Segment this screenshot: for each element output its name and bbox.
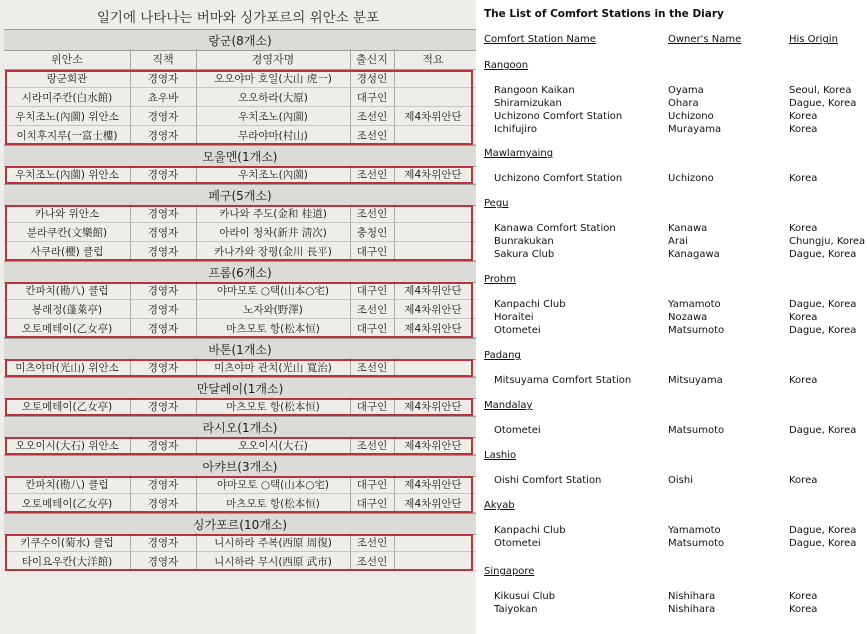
column-divider	[350, 494, 351, 512]
korean-table	[4, 29, 476, 634]
entry-station: Kanpachi Club	[494, 299, 566, 310]
column-divider	[394, 475, 395, 493]
entry-station: Shiramizukan	[494, 98, 562, 109]
section-heading: 아캬브(3개소)	[4, 455, 476, 477]
entry-station: Kanpachi Club	[494, 525, 566, 536]
column-divider	[350, 358, 351, 376]
origin-cell: 대구인	[356, 245, 388, 258]
entry-station: Uchizono Comfort Station	[494, 173, 623, 184]
origin-cell: 대구인	[356, 322, 388, 335]
role-cell: 경영자	[147, 110, 179, 123]
table-row	[4, 223, 476, 242]
column-divider	[394, 552, 395, 570]
station-cell: 랑군회관	[46, 72, 88, 85]
english-list-panel	[476, 0, 867, 634]
header-station-name: Comfort Station Name	[484, 34, 596, 45]
note-cell: 제4차위안단	[404, 478, 462, 491]
entry-owner: Uchizono	[668, 173, 714, 184]
manager-cell: 오오야마 호일(大山 虎一)	[214, 72, 332, 85]
entry-station: Mitsuyama Comfort Station	[494, 375, 632, 386]
station-cell: 이치후지루(一富士樓)	[16, 129, 118, 142]
entry-station: Ichifujiro	[494, 124, 537, 135]
manager-cell: 마츠모토 항(松本恒)	[226, 322, 320, 335]
column-divider	[196, 533, 197, 551]
role-cell: 직책	[152, 53, 174, 66]
entry-station: Horaitei	[494, 312, 534, 323]
section-heading: 랑군(8개소)	[4, 29, 476, 51]
entry-origin: Korea	[789, 124, 818, 135]
list-item	[476, 475, 867, 488]
role-cell: 경영자	[147, 478, 179, 491]
note-cell	[394, 223, 472, 241]
column-divider	[130, 494, 131, 512]
column-divider	[196, 319, 197, 337]
role-cell: 경영자	[147, 322, 179, 335]
column-divider	[196, 436, 197, 454]
column-divider	[130, 49, 131, 69]
list-item	[476, 299, 867, 312]
column-divider	[196, 475, 197, 493]
note-cell	[394, 242, 472, 260]
column-divider	[350, 107, 351, 125]
entry-origin: Korea	[789, 375, 818, 386]
list-item	[476, 525, 867, 538]
entry-owner: Murayama	[668, 124, 722, 135]
origin-cell: 경성인	[356, 72, 388, 85]
origin-cell: 출신지	[356, 53, 388, 66]
entry-station: Otometei	[494, 538, 541, 549]
list-item	[476, 312, 867, 325]
role-cell: 경영자	[147, 439, 179, 452]
note-cell	[394, 126, 472, 144]
station-cell: 미츠야마(光山) 위안소	[15, 361, 119, 374]
table-row	[4, 69, 476, 88]
header-owner-name: Owner's Name	[668, 34, 742, 45]
note-cell	[394, 533, 472, 551]
english-list-title: The List of Comfort Stations in the Diary	[484, 8, 724, 20]
table-row	[4, 552, 476, 571]
note-cell: 제4차위안단	[404, 303, 462, 316]
column-divider	[350, 49, 351, 69]
station-cell: 오토메테이(乙女亭)	[21, 497, 113, 510]
section-heading: 만달레이(1개소)	[4, 377, 476, 399]
list-item	[476, 249, 867, 262]
section-heading: 바톤(1개소)	[4, 338, 476, 360]
note-cell	[394, 69, 472, 87]
manager-cell: 니시하라 주복(西原 周復)	[214, 536, 332, 549]
table-row	[4, 126, 476, 145]
column-divider	[350, 300, 351, 318]
column-divider	[350, 204, 351, 222]
column-divider	[196, 107, 197, 125]
entry-origin: Seoul, Korea	[789, 85, 852, 96]
manager-cell: 오오하라(大原)	[238, 91, 308, 104]
note-cell: 제4차위안단	[404, 400, 462, 413]
column-divider	[196, 88, 197, 106]
column-divider	[394, 358, 395, 376]
station-cell: 우치조노(內薗) 위안소	[15, 168, 119, 181]
station-cell: 봉래정(蓬萊亭)	[31, 303, 103, 316]
section-heading: 모울멘(1개소)	[4, 145, 476, 167]
role-cell: 경영자	[147, 207, 179, 220]
column-divider	[196, 242, 197, 260]
role-cell: 경영자	[147, 168, 179, 181]
column-divider	[130, 475, 131, 493]
location-heading: Padang	[484, 350, 521, 361]
station-cell: 위안소	[51, 53, 83, 66]
entry-origin: Dague, Korea	[789, 425, 857, 436]
manager-cell: 우치조노(內薗)	[238, 110, 308, 123]
role-cell: 쵸우바	[147, 91, 179, 104]
manager-cell: 니시하라 무시(西原 武市)	[214, 555, 332, 568]
table-row	[4, 204, 476, 223]
column-divider	[196, 69, 197, 87]
column-divider	[130, 552, 131, 570]
role-cell: 경영자	[147, 72, 179, 85]
origin-cell: 조선인	[356, 110, 388, 123]
role-cell: 경영자	[147, 400, 179, 413]
station-cell: 사쿠라(櫻) 클럽	[30, 245, 104, 258]
role-cell: 경영자	[147, 497, 179, 510]
table-row	[4, 300, 476, 319]
entry-station: Bunrakukan	[494, 236, 554, 247]
role-cell: 경영자	[147, 284, 179, 297]
location-heading: Mawlamyaing	[484, 148, 554, 159]
column-divider	[196, 494, 197, 512]
column-divider	[130, 300, 131, 318]
note-cell	[394, 88, 472, 106]
manager-cell: 경영자명	[251, 53, 295, 66]
origin-cell: 조선인	[356, 207, 388, 220]
entry-origin: Dague, Korea	[789, 538, 857, 549]
column-divider	[350, 223, 351, 241]
list-item	[476, 98, 867, 111]
note-cell: 제4차위안단	[404, 110, 462, 123]
note-cell: 제4차위안단	[404, 439, 462, 452]
section-heading: 싱가포르(10개소)	[4, 513, 476, 535]
list-item	[476, 173, 867, 186]
column-divider	[196, 552, 197, 570]
table-row	[4, 397, 476, 416]
section-heading: 페구(5개소)	[4, 184, 476, 206]
list-item	[476, 538, 867, 551]
manager-cell: 무라야마(村山)	[238, 129, 308, 142]
station-cell: 오오이시(大石) 위안소	[15, 439, 119, 452]
entry-station: Kanawa Comfort Station	[494, 223, 616, 234]
list-item	[476, 604, 867, 617]
column-divider	[394, 204, 395, 222]
location-heading: Rangoon	[484, 60, 529, 71]
column-divider	[394, 300, 395, 318]
entry-owner: Oyama	[668, 85, 704, 96]
origin-cell: 조선인	[356, 129, 388, 142]
entry-station: Kikusui Club	[494, 591, 556, 602]
manager-cell: 미츠야마 관치(光山 寬治)	[214, 361, 332, 374]
column-divider	[130, 204, 131, 222]
list-item	[476, 236, 867, 249]
column-divider	[196, 165, 197, 183]
origin-cell: 조선인	[356, 303, 388, 316]
section-heading: 라시오(1개소)	[4, 416, 476, 438]
table-row	[4, 494, 476, 513]
manager-cell: 마츠모토 항(松本恒)	[226, 497, 320, 510]
location-heading: Lashio	[484, 450, 517, 461]
manager-cell: 마츠모토 항(松本恒)	[226, 400, 320, 413]
origin-cell: 대구인	[356, 284, 388, 297]
entry-station: Otometei	[494, 425, 541, 436]
entry-owner: Yamamoto	[668, 299, 721, 310]
column-divider	[196, 281, 197, 299]
note-cell	[394, 358, 472, 376]
column-divider	[196, 300, 197, 318]
origin-cell: 대구인	[356, 478, 388, 491]
location-heading: Pegu	[484, 198, 509, 209]
role-cell: 경영자	[147, 303, 179, 316]
manager-cell: 카나가와 장평(金川 長平)	[214, 245, 332, 258]
entry-owner: Matsumoto	[668, 425, 725, 436]
column-divider	[394, 533, 395, 551]
column-divider	[196, 126, 197, 144]
column-divider	[394, 242, 395, 260]
entry-owner: Kanawa	[668, 223, 708, 234]
column-divider	[394, 223, 395, 241]
entry-owner: Mitsuyama	[668, 375, 723, 386]
origin-cell: 조선인	[356, 361, 388, 374]
column-divider	[394, 319, 395, 337]
entry-owner: Yamamoto	[668, 525, 721, 536]
entry-owner: Matsumoto	[668, 538, 725, 549]
station-cell: 오토메테이(乙女亭)	[21, 400, 113, 413]
table-row	[4, 165, 476, 184]
entry-origin: Korea	[789, 591, 818, 602]
column-divider	[196, 204, 197, 222]
station-cell: 오토메테이(乙女亭)	[21, 322, 113, 335]
column-divider	[130, 242, 131, 260]
column-divider	[350, 397, 351, 415]
station-cell: 칸파치(勘八) 클럽	[25, 478, 109, 491]
manager-cell: 우치조노(內薗)	[238, 168, 308, 181]
column-divider	[130, 126, 131, 144]
station-cell: 우치조노(內薗) 위안소	[15, 110, 119, 123]
entry-origin: Korea	[789, 604, 818, 615]
column-divider	[350, 242, 351, 260]
column-divider	[130, 223, 131, 241]
column-divider	[350, 165, 351, 183]
note-cell	[394, 552, 472, 570]
column-divider	[350, 88, 351, 106]
entry-station: Sakura Club	[494, 249, 555, 260]
origin-cell: 대구인	[356, 400, 388, 413]
column-divider	[196, 223, 197, 241]
column-divider	[350, 436, 351, 454]
role-cell: 경영자	[147, 226, 179, 239]
entry-owner: Ohara	[668, 98, 699, 109]
station-cell: 칸파치(勘八) 클럽	[25, 284, 109, 297]
column-divider	[196, 397, 197, 415]
role-cell: 경영자	[147, 361, 179, 374]
manager-cell: 카나와 주도(金和 桂道)	[219, 207, 327, 220]
column-header-row	[4, 49, 476, 70]
entry-owner: Oishi	[668, 475, 693, 486]
entry-origin: Korea	[789, 475, 818, 486]
column-divider	[394, 88, 395, 106]
column-divider	[394, 107, 395, 125]
origin-cell: 조선인	[356, 168, 388, 181]
list-item	[476, 375, 867, 388]
station-cell: 타이요우칸(大洋館)	[21, 555, 113, 568]
column-divider	[350, 69, 351, 87]
column-divider	[130, 107, 131, 125]
entry-station: Uchizono Comfort Station	[494, 111, 623, 122]
entry-station: Taiyokan	[494, 604, 538, 615]
manager-cell: 노자와(野澤)	[243, 303, 303, 316]
entry-origin: Dague, Korea	[789, 325, 857, 336]
korean-table-title: 일기에 나타나는 버마와 싱가포르의 위안소 분포	[96, 10, 380, 26]
entry-station: Rangoon Kaikan	[494, 85, 575, 96]
table-row	[4, 281, 476, 300]
column-divider	[394, 397, 395, 415]
location-heading: Mandalay	[484, 400, 533, 411]
origin-cell: 조선인	[356, 439, 388, 452]
section-heading: 프롬(6개소)	[4, 261, 476, 283]
column-divider	[130, 165, 131, 183]
list-item	[476, 591, 867, 604]
entry-station: Oishi Comfort Station	[494, 475, 602, 486]
column-divider	[394, 436, 395, 454]
column-divider	[350, 281, 351, 299]
list-item	[476, 85, 867, 98]
origin-cell: 조선인	[356, 536, 388, 549]
origin-cell: 대구인	[356, 91, 388, 104]
entry-origin: Korea	[789, 223, 818, 234]
location-heading: Prohm	[484, 274, 516, 285]
table-row	[4, 88, 476, 107]
note-cell: 제4차위안단	[404, 284, 462, 297]
table-row	[4, 533, 476, 552]
table-row	[4, 242, 476, 261]
column-divider	[130, 69, 131, 87]
entry-origin: Korea	[789, 111, 818, 122]
column-divider	[130, 533, 131, 551]
origin-cell: 충청인	[356, 226, 388, 239]
entry-origin: Dague, Korea	[789, 249, 857, 260]
list-item	[476, 223, 867, 236]
manager-cell: 오오이시(大石)	[238, 439, 308, 452]
table-row	[4, 436, 476, 455]
note-cell: 제4차위안단	[404, 497, 462, 510]
manager-cell: 야마모토 ○택(山本○宅)	[216, 478, 330, 491]
entry-origin: Dague, Korea	[789, 299, 857, 310]
list-item	[476, 425, 867, 438]
location-heading: Singapore	[484, 566, 535, 577]
manager-cell: 아라이 청차(新井 淸次)	[219, 226, 327, 239]
column-divider	[394, 494, 395, 512]
column-divider	[130, 319, 131, 337]
note-cell: 적요	[422, 53, 444, 66]
entry-owner: Arai	[668, 236, 688, 247]
role-cell: 경영자	[147, 536, 179, 549]
column-divider	[196, 49, 197, 69]
table-row	[4, 319, 476, 338]
table-row	[4, 475, 476, 494]
note-cell: 제4차위안단	[404, 168, 462, 181]
column-divider	[350, 552, 351, 570]
entry-origin: Chungju, Korea	[789, 236, 866, 247]
role-cell: 경영자	[147, 245, 179, 258]
column-divider	[394, 69, 395, 87]
column-divider	[130, 281, 131, 299]
column-divider	[350, 533, 351, 551]
column-divider	[350, 319, 351, 337]
station-cell: 시라미주칸(白水館)	[21, 91, 113, 104]
list-item	[476, 325, 867, 338]
column-divider	[394, 281, 395, 299]
column-divider	[394, 165, 395, 183]
station-cell: 카나와 위안소	[34, 207, 100, 220]
entry-owner: Matsumoto	[668, 325, 725, 336]
role-cell: 경영자	[147, 129, 179, 142]
header-origin: His Origin	[789, 34, 838, 45]
entry-origin: Korea	[789, 312, 818, 323]
station-cell: 분라쿠칸(文樂館)	[26, 226, 108, 239]
column-divider	[350, 475, 351, 493]
column-divider	[130, 88, 131, 106]
column-divider	[130, 358, 131, 376]
column-divider	[394, 126, 395, 144]
entry-owner: Kanagawa	[668, 249, 720, 260]
station-cell: 키쿠수이(菊水) 클럽	[20, 536, 114, 549]
entry-owner: Nishihara	[668, 591, 716, 602]
list-item	[476, 111, 867, 124]
column-divider	[394, 49, 395, 69]
column-divider	[130, 436, 131, 454]
list-item	[476, 124, 867, 137]
entry-station: Otometei	[494, 325, 541, 336]
entry-origin: Dague, Korea	[789, 525, 857, 536]
entry-owner: Uchizono	[668, 111, 714, 122]
location-heading: Akyab	[484, 500, 515, 511]
entry-origin: Korea	[789, 173, 818, 184]
role-cell: 경영자	[147, 555, 179, 568]
column-divider	[350, 126, 351, 144]
note-cell: 제4차위안단	[404, 322, 462, 335]
table-row	[4, 358, 476, 377]
entry-owner: Nishihara	[668, 604, 716, 615]
entry-owner: Nozawa	[668, 312, 708, 323]
column-divider	[196, 358, 197, 376]
manager-cell: 야마모토 ○택(山本○宅)	[216, 284, 330, 297]
entry-origin: Dague, Korea	[789, 98, 857, 109]
origin-cell: 대구인	[356, 497, 388, 510]
note-cell	[394, 204, 472, 222]
table-row	[4, 107, 476, 126]
column-divider	[130, 397, 131, 415]
origin-cell: 조선인	[356, 555, 388, 568]
